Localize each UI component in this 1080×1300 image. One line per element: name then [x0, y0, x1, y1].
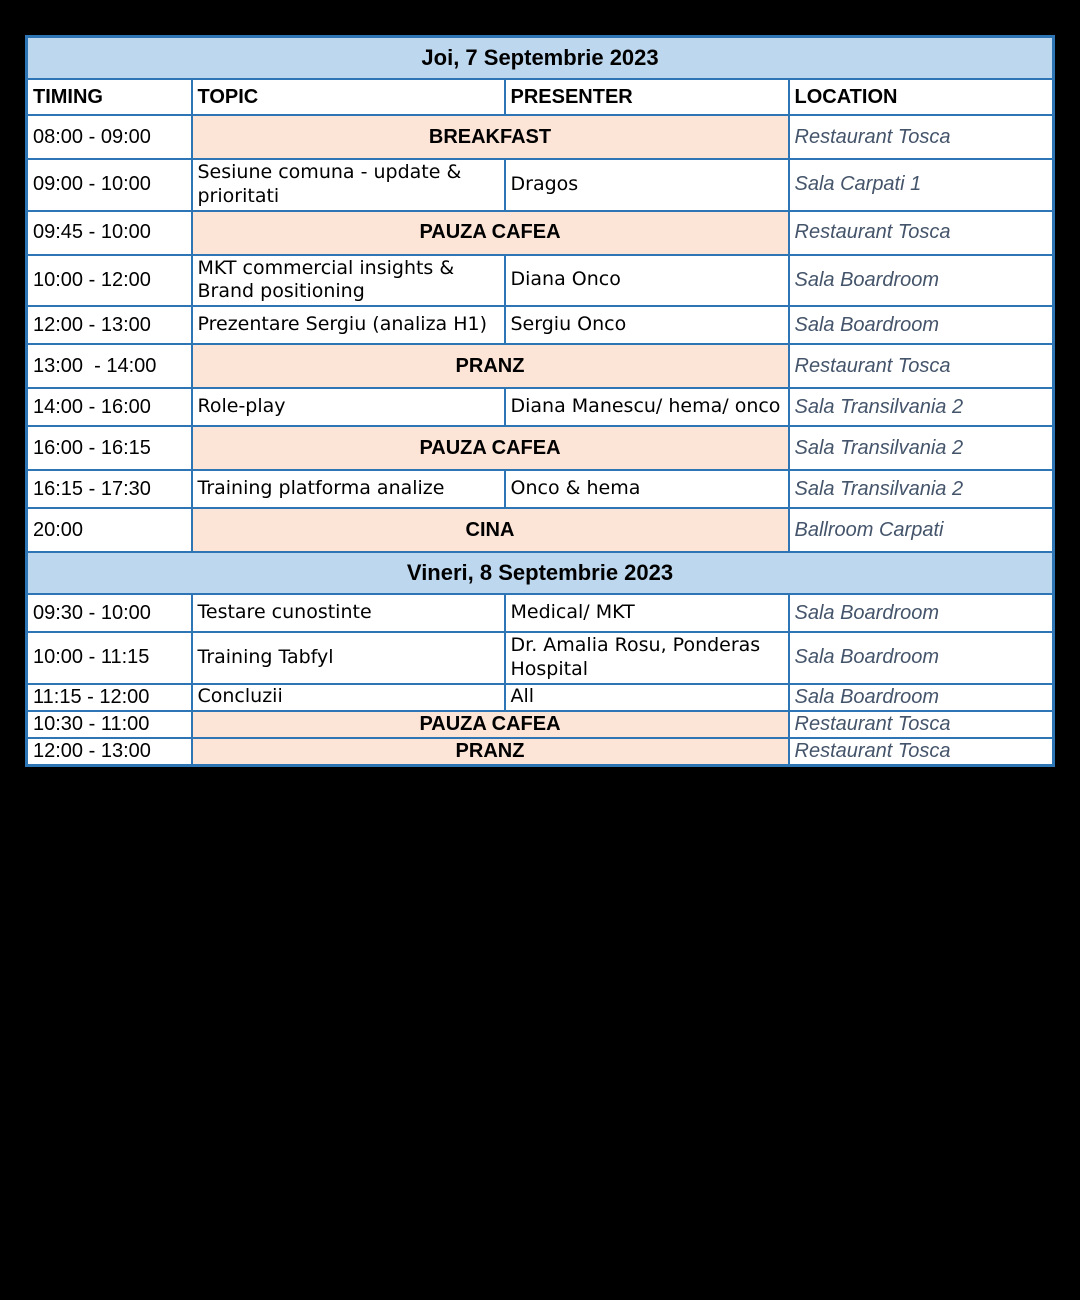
session-row	[27, 594, 1054, 632]
agenda-table	[25, 35, 1055, 767]
timing-cell: 09:00 - 10:00	[27, 159, 192, 211]
location-cell: Sala Boardroom	[789, 255, 1054, 307]
topic-cell: Prezentare Sergiu (analiza H1)	[192, 306, 505, 344]
presenter-cell: Diana Onco	[505, 255, 789, 307]
meal-label-cell: PAUZA CAFEA	[192, 211, 789, 255]
location-cell: Restaurant Tosca	[789, 711, 1054, 738]
timing-cell: 14:00 - 16:00	[27, 388, 192, 426]
topic-cell: MKT commercial insights & Brand positioning	[192, 255, 505, 307]
location-cell: Sala Transilvania 2	[789, 470, 1054, 508]
column-header-row	[27, 79, 1054, 115]
timing-cell: 09:45 - 10:00	[27, 211, 192, 255]
meal-label-cell: CINA	[192, 508, 789, 552]
location-cell: Sala Transilvania 2	[789, 426, 1054, 470]
presenter-cell: Sergiu Onco	[505, 306, 789, 344]
session-row	[27, 684, 1054, 711]
day-header: Joi, 7 Septembrie 2023	[27, 37, 1054, 80]
day-header: Vineri, 8 Septembrie 2023	[27, 552, 1054, 594]
meal-row	[27, 211, 1054, 255]
presenter-cell: Dragos	[505, 159, 789, 211]
timing-cell: 16:15 - 17:30	[27, 470, 192, 508]
meal-label-cell: BREAKFAST	[192, 115, 789, 159]
meal-label-cell: PRANZ	[192, 344, 789, 388]
meal-row	[27, 344, 1054, 388]
location-cell: Sala Boardroom	[789, 306, 1054, 344]
timing-cell: 20:00	[27, 508, 192, 552]
meal-label-cell: PAUZA CAFEA	[192, 711, 789, 738]
location-cell: Restaurant Tosca	[789, 211, 1054, 255]
meal-label-cell: PRANZ	[192, 738, 789, 766]
location-cell: Restaurant Tosca	[789, 115, 1054, 159]
timing-cell: 11:15 - 12:00	[27, 684, 192, 711]
timing-cell: 09:30 - 10:00	[27, 594, 192, 632]
topic-cell: Training Tabfyl	[192, 632, 505, 684]
session-row	[27, 388, 1054, 426]
location-cell: Sala Transilvania 2	[789, 388, 1054, 426]
presenter-cell: Dr. Amalia Rosu, Ponderas Hospital	[505, 632, 789, 684]
presenter-cell: Onco & hema	[505, 470, 789, 508]
agenda	[25, 35, 1055, 767]
column-header-timing: TIMING	[27, 79, 192, 115]
session-row	[27, 159, 1054, 211]
location-cell: Sala Boardroom	[789, 594, 1054, 632]
timing-cell: 08:00 - 09:00	[27, 115, 192, 159]
topic-cell: Concluzii	[192, 684, 505, 711]
meal-row	[27, 711, 1054, 738]
topic-cell: Training platforma analize	[192, 470, 505, 508]
location-cell: Restaurant Tosca	[789, 344, 1054, 388]
timing-cell: 10:30 - 11:00	[27, 711, 192, 738]
location-cell: Restaurant Tosca	[789, 738, 1054, 766]
meal-row	[27, 115, 1054, 159]
day-header-row	[27, 37, 1054, 80]
topic-cell: Sesiune comuna - update & prioritati	[192, 159, 505, 211]
timing-cell: 10:00 - 12:00	[27, 255, 192, 307]
presenter-cell: Diana Manescu/ hema/ onco	[505, 388, 789, 426]
topic-cell: Role-play	[192, 388, 505, 426]
presenter-cell: All	[505, 684, 789, 711]
timing-cell: 10:00 - 11:15	[27, 632, 192, 684]
presenter-cell: Medical/ MKT	[505, 594, 789, 632]
session-row	[27, 632, 1054, 684]
timing-cell: 13:00 - 14:00	[27, 344, 192, 388]
meal-row	[27, 738, 1054, 766]
location-cell: Ballroom Carpati	[789, 508, 1054, 552]
location-cell: Sala Boardroom	[789, 684, 1054, 711]
session-row	[27, 470, 1054, 508]
meal-row	[27, 508, 1054, 552]
column-header-location: LOCATION	[789, 79, 1054, 115]
column-header-presenter: PRESENTER	[505, 79, 789, 115]
meal-row	[27, 426, 1054, 470]
timing-cell: 12:00 - 13:00	[27, 306, 192, 344]
session-row	[27, 306, 1054, 344]
column-header-topic: TOPIC	[192, 79, 505, 115]
timing-cell: 16:00 - 16:15	[27, 426, 192, 470]
location-cell: Sala Carpati 1	[789, 159, 1054, 211]
topic-cell: Testare cunostinte	[192, 594, 505, 632]
timing-cell: 12:00 - 13:00	[27, 738, 192, 766]
session-row	[27, 255, 1054, 307]
location-cell: Sala Boardroom	[789, 632, 1054, 684]
meal-label-cell: PAUZA CAFEA	[192, 426, 789, 470]
day-header-row	[27, 552, 1054, 594]
